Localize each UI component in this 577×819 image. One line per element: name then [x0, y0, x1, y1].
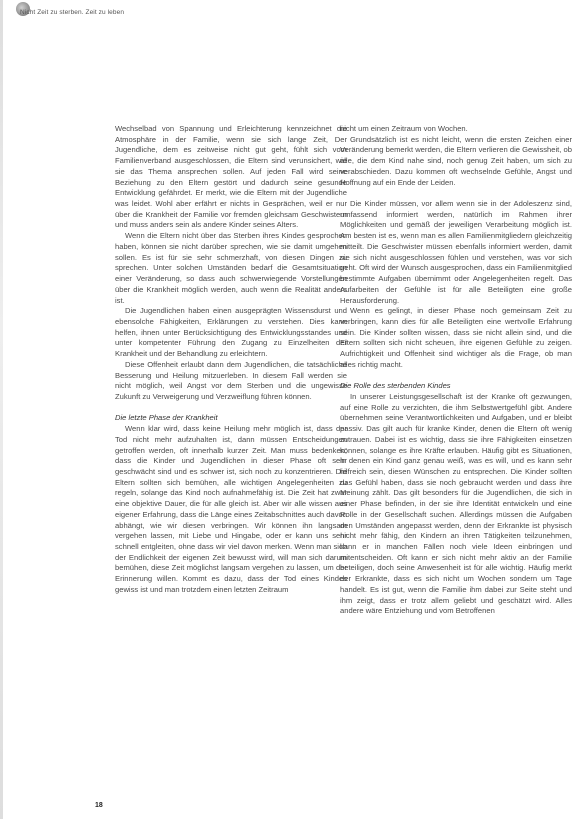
paragraph: Die Jugendlichen haben einen ausgeprägten Wissensdurst und ebensolche Fähigkeiten, Erklärungen zu verstehen. Dies kann helfen, ihnen unter Berücksichtigung des Entwicklungsstandes und unter kompetenter Führung den Zugang zu Einzelheiten der Krankheit und der Behandlung zu erleichtern. [115, 306, 347, 359]
spacer [115, 403, 347, 414]
running-head: Nicht Zeit zu sterben. Zeit zu leben [20, 9, 125, 16]
section-heading: Die Rolle des sterbenden Kindes [340, 381, 451, 391]
spacer [340, 371, 572, 382]
paragraph: Die Kinder müssen, vor allem wenn sie in der Adoleszenz sind, umfassend informiert werden, natürlich im Rahmen ihrer Möglichkeiten und gemäß der jeweiligen Verarbeitung möglich ist. Am besten ist es, wenn man es allen Familienmitgliedern gleichzeitig mitteilt. Die Geschwister müssen ebenfalls informiert werden, damit sie sich nicht ausgeschlossen fühlen und verstehen, was vor sich geht. Oft wird der Wunsch ausgesprochen, dass ein Familienmitglied bestimmte Aufgaben übernimmt oder Angelegenheiten regelt. Das Aufarbeiten der Gefühle ist für alle Beteiligten eine große Herausforderung. [340, 199, 572, 305]
page-number: 18 [95, 802, 103, 809]
spacer [340, 188, 572, 199]
paragraph: Wenn die Eltern nicht über das Sterben ihres Kindes gesprochen haben, können sie nicht darüber sprechen, wie sie damit umgehen sollen. Es ist für sie sehr schmerzhaft, von diesen Dingen zu sprechen. Unter solchen Umständen bedarf die Gesamtsituation einer Veränderung, so dass auch schwerwiegende Vorstellungen über die Krankheit möglich werden, auch wenn die Realität anders ist. [115, 231, 347, 305]
paragraph: Wechselbad von Spannung und Erleichterung kennzeichnet die Atmosphäre in der Familie, wenn sie sich lange Zeit, Der Jugendliche, dem es zeitweise nicht gut geht, fühlt sich vom Familienverband ausgeschlossen, die Eltern sind verunsichert, wie sie das Thema ansprechen sollen. Auf jeden Fall wird seine Beziehung zu den Eltern gestört und dadurch seine gesunde Entwicklung gefährdet. Er merkt, wie die Eltern mit der Jugendliche was leidet. Wohl aber erfährt er nichts in Gesprächen, weil er nur über die Krankheit der Familie vor fremden gleichsam Geschwistern und muss anders sein als andere Kinder seines Alters. [115, 124, 347, 230]
paragraph: Wenn es gelingt, in dieser Phase noch gemeinsam Zeit zu verbringen, kann dies für alle Beteiligten eine wertvolle Erfahrung sein. Die Kinder sollten wissen, dass sie nicht allein sind, und die Eltern sollten sich nicht scheuen, ihre eigenen Gefühle zu zeigen. Aufrichtigkeit und Offenheit sind wichtiger als die Frage, ob man alles richtig macht. [340, 306, 572, 369]
paragraph: nicht um einen Zeitraum von Wochen. [340, 124, 468, 133]
paragraph: In unserer Leistungsgesellschaft ist der Kranke oft gezwungen, auf eine Rolle zu verzichten, die ihm Selbstwertgefühl gibt. Andere übernehmen seine Verantwortlichkeiten und Aufgaben, und er bleibt passiv. Das gilt auch für kranke Kinder, denen die Eltern oft wenig zutrauen. Dabei ist es wichtig, dass sie ihre Fähigkeiten einsetzen können, solange es ihre Kräfte erlauben. Häufig gibt es Situationen, in denen ein Kind ganz genau weiß, was es will, und es kann sehr hilfreich sein, diesen Wünschen zu entsprechen. Die Kinder sollten das Gefühl haben, dass sie noch gebraucht werden und dass ihre Meinung zählt. Das gilt besonders für die Jugendlichen, die sich in einer Phase befinden, in der sie ihre Identität entwickeln und eine Rolle in der Gesellschaft suchen. Allerdings müssen die Aufgaben den Umständen angepasst werden, denn der Erkrankte ist physisch nicht mehr fähig, den Kindern an ihren Tätigkeiten teilzunehmen, kann er in manchen Fällen noch viele Ideen einbringen und mitentscheiden. Oft kann er sich nicht mehr aktiv an der Familie beteiligen, doch seine Anwesenheit ist für alle wichtig. Häufig merkt der Erkrankte, dass es sich nicht um Wochen sondern um Tage handelt. Es ist gut, wenn die Familie ihm dabei zur Seite steht und ihm zeigt, dass er trotz allem geliebt und geschätzt wird. Alles andere wäre Entziehung und vom Betroffenen [340, 391, 572, 616]
section-heading: Die letzte Phase der Krankheit [115, 413, 218, 423]
paragraph: Diese Offenheit erlaubt dann dem Jugendlichen, die tatsächliche Besserung und Heilung mitzuerleben. In diesem Fall werden sie nicht möglich, weil Angst vor dem Sterben und die ungewisse Zukunft zu Verweigerung und Verzweiflung führen können. [115, 359, 347, 401]
right-column [340, 124, 572, 617]
page-edge [0, 0, 3, 819]
left-column [115, 124, 347, 596]
paragraph: Grundsätzlich ist es nicht leicht, wenn die ersten Zeichen einer Veränderung bemerkt werden, die Eltern verlieren die Gewissheit, ob alle, die dem Kind nahe sind, noch genug Zeit haben, um sich zu verabschieden. Dazu kommen oft wechselnde Gefühle, Angst und Hoffnung auf ein Ende der Leiden. [340, 134, 572, 187]
paragraph: Wenn klar wird, dass keine Heilung mehr möglich ist, dass der Tod nicht mehr aufzuhalten ist, dann müssen Entscheidungen getroffen werden, oft innerhalb kurzer Zeit. Man muss bedenken, dass die Kinder und Jugendlichen in dieser Phase oft sehr geschwächt sind und es schwer ist, sich noch zu konzentrieren. Die Eltern sollten sich bemühen, alle wichtigen Angelegenheiten zu regeln, solange das Kind noch aufnahmefähig ist. Die Zeit hat zwar eine objektive Dauer, die für alle gleich ist. Aber wir alle wissen aus eigener Erfahrung, dass die Länge eines Zeitabschnittes auch davon abhängt, wie wir diesen verbringen. Wir können ihn langsam vergehen lassen, mit Liebe und Hingabe, oder er kann uns sehr schnell entgleiten, ohne dass wir viel davon merken. Wenn man sich der Endlichkeit der eigenen Zeit bewusst wird, will man sich darum bemühen, diese Zeit möglichst langsam vergehen zu lassen, um der Erinnerung willen. Kommt es dazu, dass der Tod eines Kindes gewiss ist und man trotzdem einen letzten Zeitraum [115, 424, 347, 594]
